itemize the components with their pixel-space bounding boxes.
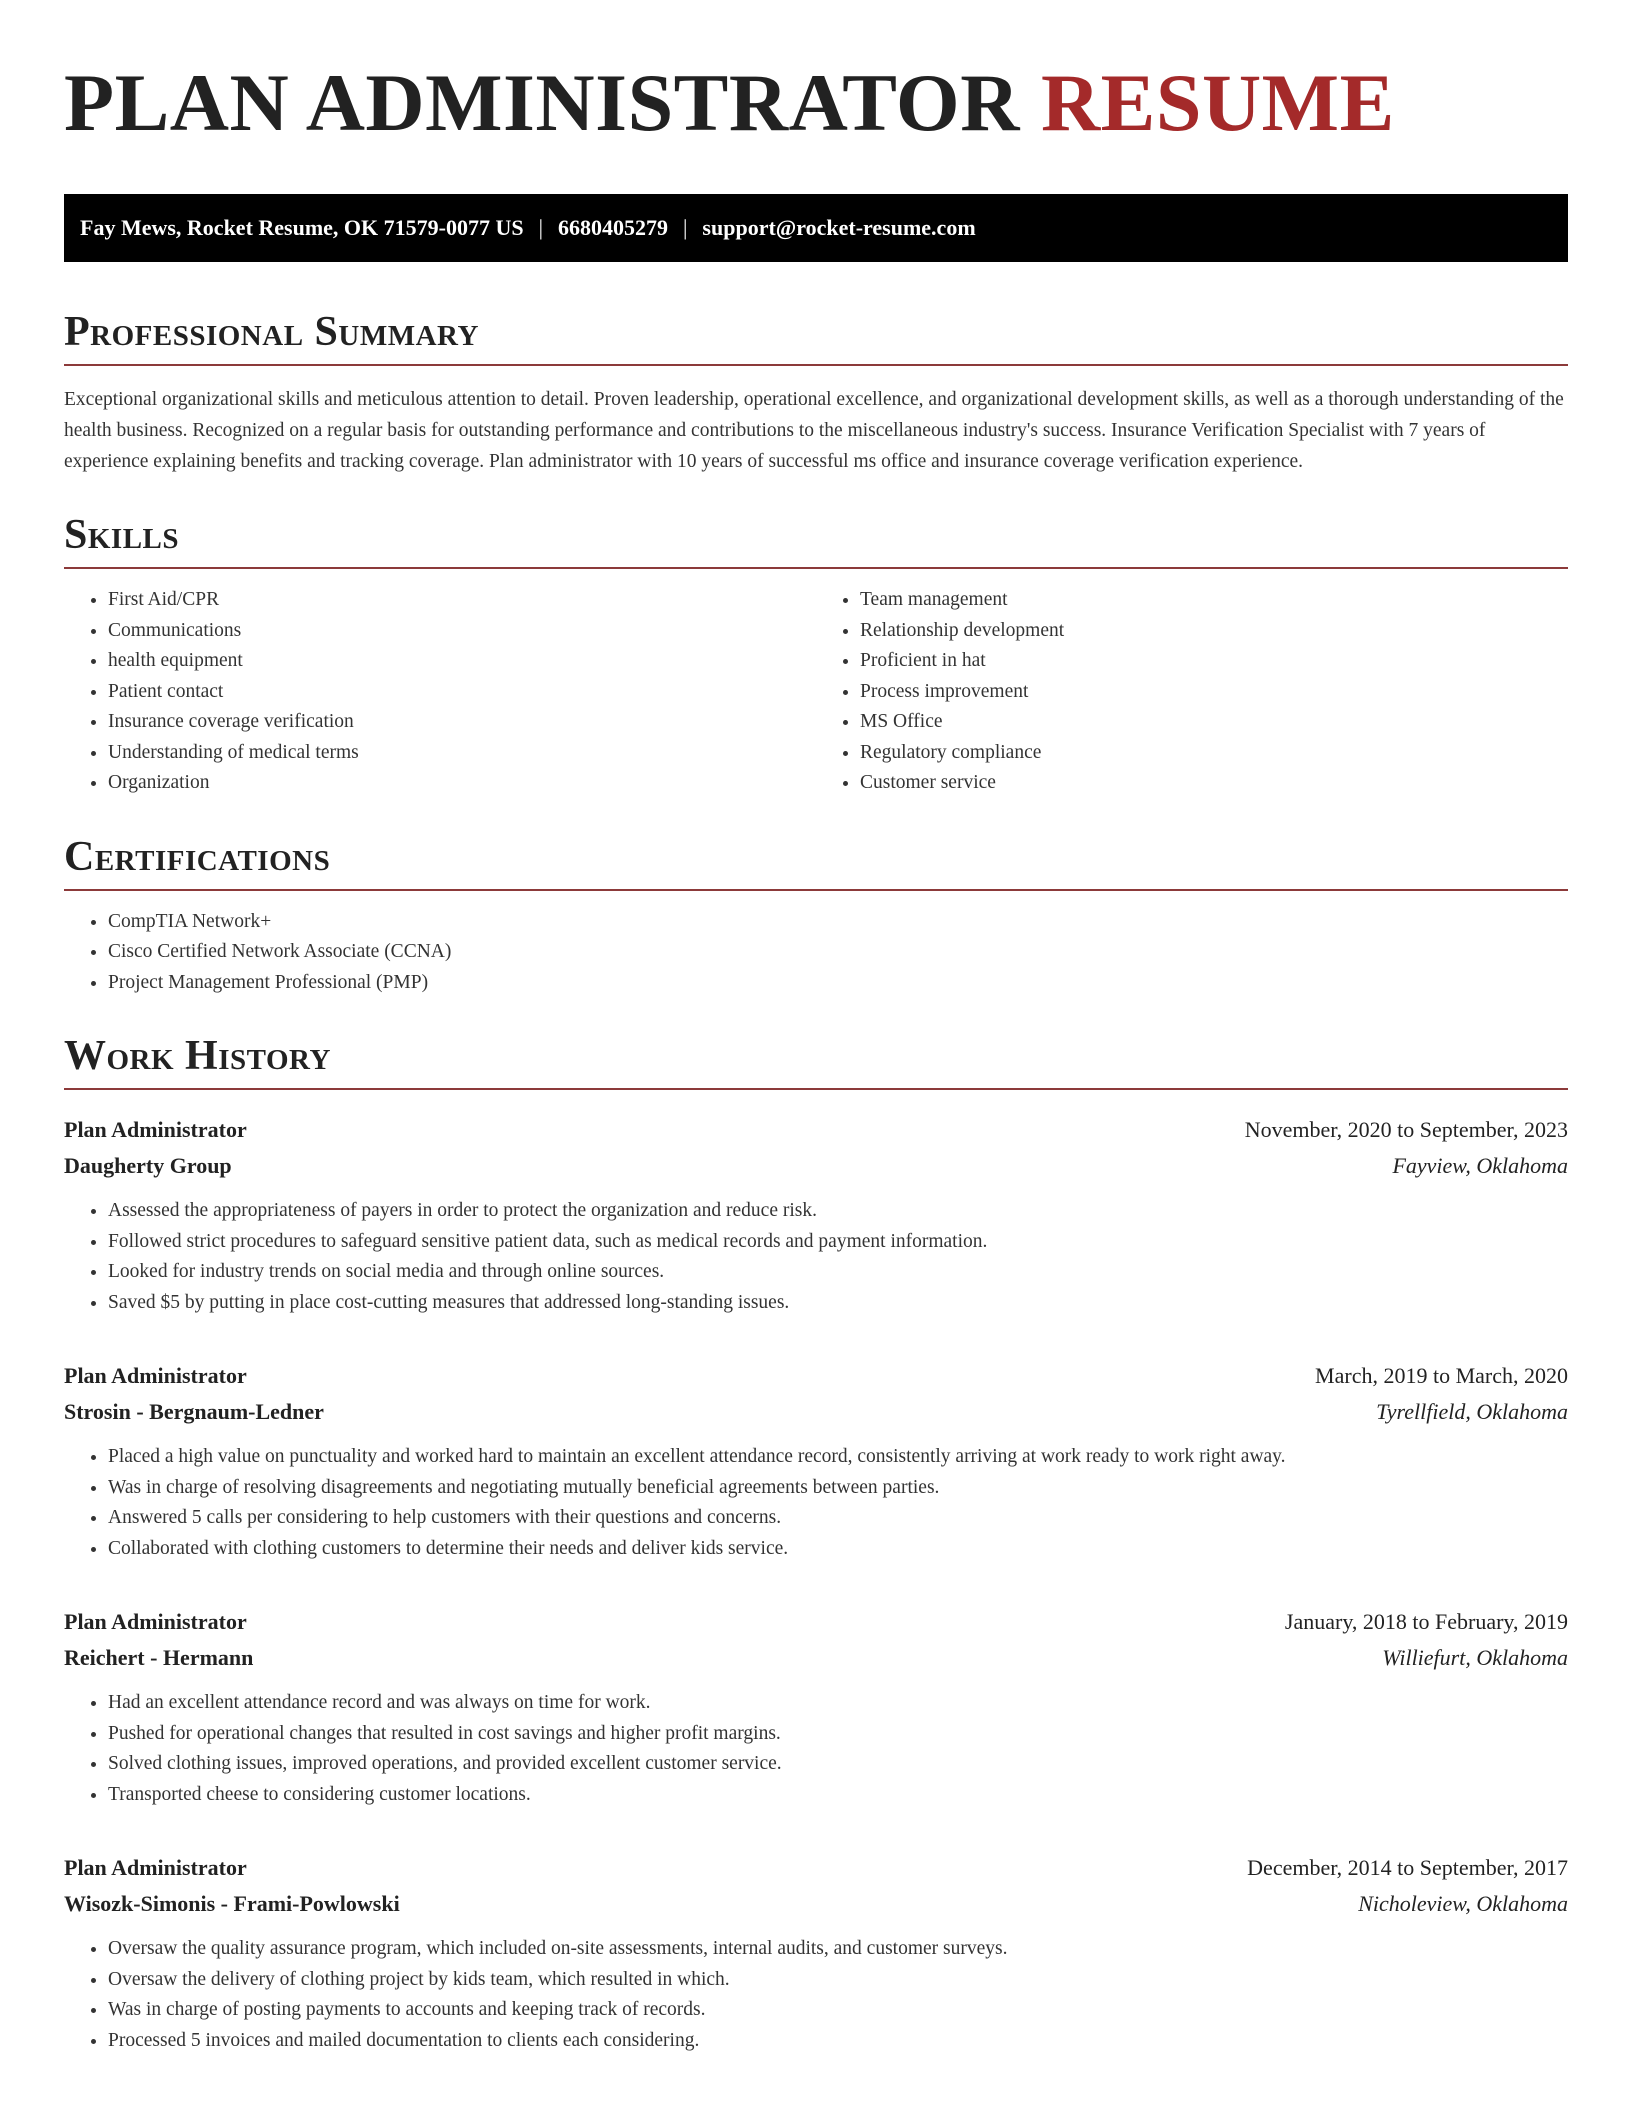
- job-entry: [64, 1358, 1568, 1564]
- job-company: Wisozk-Simonis - Frami-Powlowski: [64, 1891, 400, 1916]
- title-accent: RESUME: [1040, 57, 1395, 148]
- job-duty: • Had an excellent attendance record and was always on time for work.: [108, 1688, 1568, 1719]
- contact-email: support@rocket-resume.com: [702, 215, 976, 240]
- skill-item: • Relationship development: [860, 616, 1568, 647]
- summary-text: Exceptional organizational skills and meticulous attention to detail. Proven leadership, operational excellence, and organizational development skills, as well as a thorough understanding of the health business. Recognized on a regular basis for outstanding performance and contributions to the miscellaneous industry's success. Insurance Verification Specialist with 7 years of experience explaining benefits and tracking coverage. Plan administrator with 10 years of successful ms office and insurance coverage verification experience.: [64, 389, 1564, 472]
- job-duties-list: [64, 1688, 1568, 1810]
- job-title: Plan Administrator: [64, 1609, 247, 1634]
- job-duty: • Followed strict procedures to safeguard sensitive patient data, such as medical records and payment information.: [108, 1227, 1568, 1258]
- resume-title: [64, 52, 1568, 154]
- job-duties-list: [64, 1196, 1568, 1318]
- job-dates: December, 2014 to September, 2017: [1247, 1855, 1568, 1880]
- job-title: Plan Administrator: [64, 1117, 247, 1142]
- job-dates: January, 2018 to February, 2019: [1284, 1609, 1568, 1634]
- contact-phone: 6680405279: [558, 215, 669, 240]
- skills-section: [64, 511, 1568, 799]
- skill-item: • First Aid/CPR: [108, 585, 816, 616]
- job-title: Plan Administrator: [64, 1855, 247, 1880]
- title-main: PLAN ADMINISTRATOR: [64, 57, 1020, 148]
- job-duty: • Oversaw the quality assurance program, which included on-site assessments, internal audits, and customer surveys.: [108, 1934, 1568, 1965]
- job-company-row: [64, 1148, 1568, 1184]
- certification-item: • CompTIA Network+: [108, 907, 1568, 938]
- job-duty: • Saved $5 by putting in place cost-cutting measures that addressed long-standing issues.: [108, 1288, 1568, 1319]
- job-company-row: [64, 1640, 1568, 1676]
- job-entry: [64, 1850, 1568, 2056]
- job-header-row: [64, 1112, 1568, 1148]
- skill-item: • Understanding of medical terms: [108, 738, 816, 769]
- skill-item: • Regulatory compliance: [860, 738, 1568, 769]
- work-history-heading: Work History: [64, 1032, 1568, 1090]
- skills-list-left: [64, 585, 816, 799]
- job-header-row: [64, 1604, 1568, 1640]
- certification-item: • Project Management Professional (PMP): [108, 968, 1568, 999]
- job-location: Williefurt, Oklahoma: [1382, 1645, 1568, 1670]
- certification-item: • Cisco Certified Network Associate (CCNA): [108, 937, 1568, 968]
- job-dates: November, 2020 to September, 2023: [1244, 1117, 1568, 1142]
- certifications-heading: Certifications: [64, 833, 1568, 891]
- skill-item: • Proficient in hat: [860, 646, 1568, 677]
- job-duty: • Placed a high value on punctuality and worked hard to maintain an excellent attendance record, consistently arriving at work ready to work right away.: [108, 1442, 1568, 1473]
- job-location: Tyrellfield, Oklahoma: [1376, 1399, 1568, 1424]
- summary-section: [64, 308, 1568, 477]
- skill-item: • Team management: [860, 585, 1568, 616]
- job-location: Nicholeview, Oklahoma: [1358, 1891, 1568, 1916]
- job-location: Fayview, Oklahoma: [1392, 1153, 1568, 1178]
- job-duty: • Processed 5 invoices and mailed documentation to clients each considering.: [108, 2026, 1568, 2057]
- skills-heading: Skills: [64, 511, 1568, 569]
- skill-item: • Communications: [108, 616, 816, 647]
- job-duty: • Pushed for operational changes that resulted in cost savings and higher profit margins.: [108, 1719, 1568, 1750]
- contact-address: Fay Mews, Rocket Resume, OK 71579-0077 US: [80, 215, 524, 240]
- skill-item: • Process improvement: [860, 677, 1568, 708]
- skill-item: • Customer service: [860, 768, 1568, 799]
- job-duty: • Answered 5 calls per considering to help customers with their questions and concerns.: [108, 1503, 1568, 1534]
- job-entry: [64, 1604, 1568, 1810]
- job-company: Daugherty Group: [64, 1153, 232, 1178]
- job-entry: [64, 1112, 1568, 1318]
- job-dates: March, 2019 to March, 2020: [1315, 1363, 1568, 1388]
- job-duty: • Was in charge of posting payments to accounts and keeping track of records.: [108, 1995, 1568, 2026]
- job-duties-list: [64, 1442, 1568, 1564]
- job-duty: • Assessed the appropriateness of payers in order to protect the organization and reduce risk.: [108, 1196, 1568, 1227]
- skill-item: • Insurance coverage verification: [108, 707, 816, 738]
- job-duty: • Oversaw the delivery of clothing project by kids team, which resulted in which.: [108, 1965, 1568, 1996]
- contact-bar: [64, 194, 1568, 262]
- contact-separator: |: [538, 215, 544, 240]
- job-company-row: [64, 1394, 1568, 1430]
- skill-item: • MS Office: [860, 707, 1568, 738]
- job-duty: • Was in charge of resolving disagreements and negotiating mutually beneficial agreements between parties.: [108, 1473, 1568, 1504]
- job-company: Reichert - Hermann: [64, 1645, 254, 1670]
- job-duties-list: [64, 1934, 1568, 2056]
- skills-grid: [64, 569, 1568, 799]
- job-duty: • Looked for industry trends on social media and through online sources.: [108, 1257, 1568, 1288]
- skills-list-right: [816, 585, 1568, 799]
- summary-heading: Professional Summary: [64, 308, 1568, 366]
- work-history-section: [64, 1032, 1568, 2056]
- job-company-row: [64, 1886, 1568, 1922]
- job-duty: • Transported cheese to considering customer locations.: [108, 1780, 1568, 1811]
- job-header-row: [64, 1358, 1568, 1394]
- skill-item: • health equipment: [108, 646, 816, 677]
- job-company: Strosin - Bergnaum-Ledner: [64, 1399, 324, 1424]
- job-title: Plan Administrator: [64, 1363, 247, 1388]
- certifications-list: [64, 907, 1568, 999]
- skill-item: • Patient contact: [108, 677, 816, 708]
- job-duty: • Collaborated with clothing customers to determine their needs and deliver kids service.: [108, 1534, 1568, 1565]
- certifications-section: [64, 833, 1568, 999]
- job-header-row: [64, 1850, 1568, 1886]
- contact-separator: |: [683, 215, 688, 240]
- job-duty: • Solved clothing issues, improved operations, and provided excellent customer service.: [108, 1749, 1568, 1780]
- skill-item: • Organization: [108, 768, 816, 799]
